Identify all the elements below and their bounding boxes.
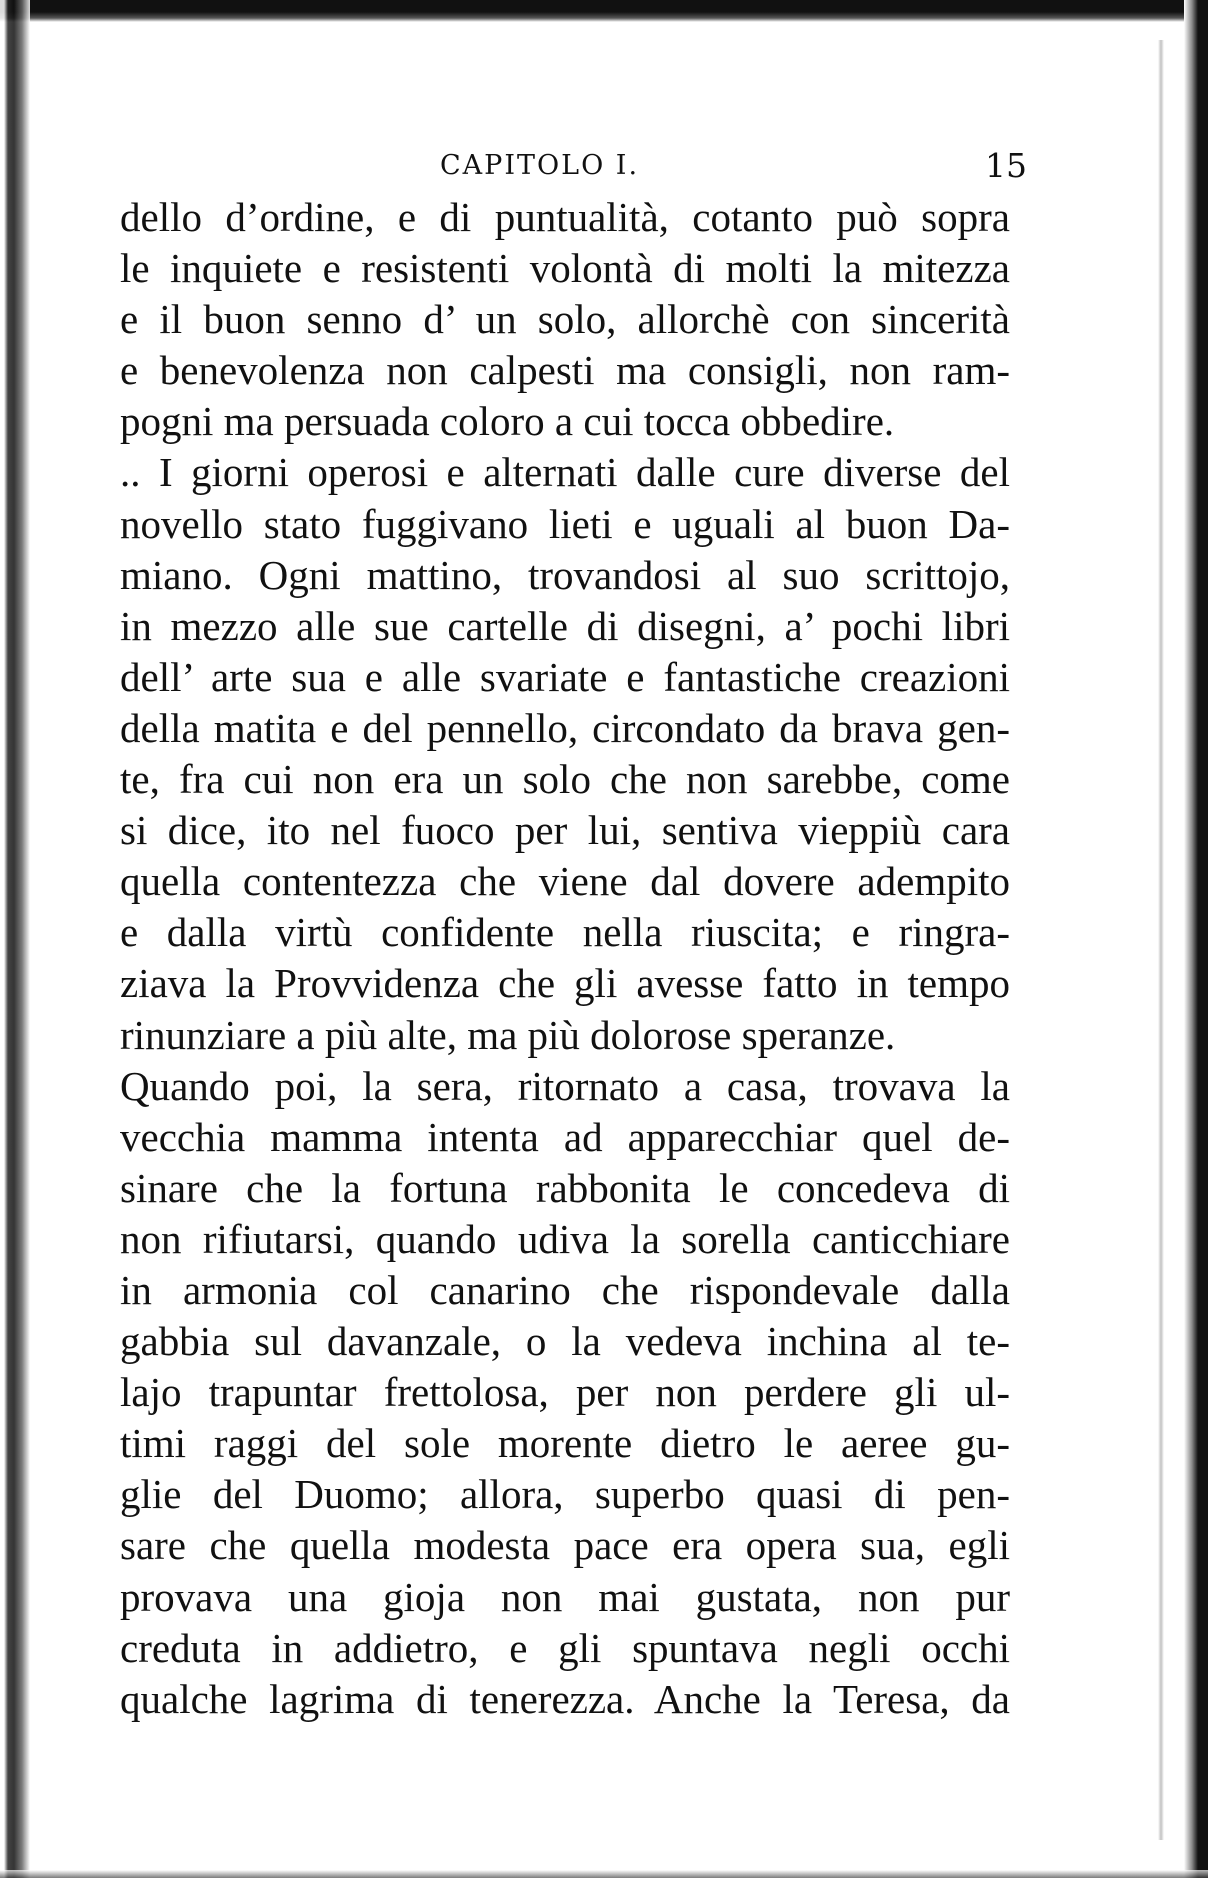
text-line: Quando poi, la sera, ritornato a casa, trovava la bbox=[120, 1062, 1010, 1109]
running-head: CAPITOLO I. bbox=[440, 150, 640, 181]
text-line: ziava la Provvidenza che gli avesse fatto in tempo bbox=[120, 960, 1010, 1007]
text-line: provava una gioja non mai gustata, non pur bbox=[120, 1573, 1010, 1620]
text-line: in armonia col canarino che rispondevale dalla bbox=[120, 1266, 1010, 1313]
text-line: le inquiete e resistenti volontà di molti la mitezza bbox=[120, 245, 1010, 292]
text-line: della matita e del pennello, circondato da brava gen- bbox=[120, 704, 1010, 751]
text-line: vecchia mamma intenta ad apparecchiar quel de- bbox=[120, 1113, 1010, 1160]
text-line: pogni ma persuada coloro a cui tocca obbedire. bbox=[120, 398, 895, 445]
text-line: miano. Ogni mattino, trovandosi al suo scrittojo, bbox=[120, 551, 1010, 598]
text-line: timi raggi del sole morente dietro le aeree gu- bbox=[120, 1420, 1010, 1467]
text-line: dello d’ordine, e di puntualità, cotanto può sopra bbox=[120, 194, 1010, 240]
page-number: 15 bbox=[985, 146, 1027, 185]
text-line: quella contentezza che viene dal dovere adempito bbox=[120, 858, 1010, 905]
text-line: creduta in addietro, e gli spuntava negli occhi bbox=[120, 1624, 1010, 1671]
scan-border-top bbox=[0, 0, 1208, 22]
scan-border-left bbox=[0, 0, 30, 1878]
text-line: dell’ arte sua e alle svariate e fantastiche creazioni bbox=[120, 653, 1010, 700]
text-line: in mezzo alle sue cartelle di disegni, a’ pochi libri bbox=[120, 602, 1010, 649]
text-line: .. I giorni operosi e alternati dalle cure diverse del bbox=[120, 449, 1010, 496]
text-line: e il buon senno d’ un solo, allorchè con sincerità bbox=[120, 296, 1010, 343]
body-text bbox=[120, 192, 1010, 1725]
text-line: te, fra cui non era un solo che non sarebbe, come bbox=[120, 756, 1010, 803]
text-line: novello stato fuggivano lieti e uguali al buon Da- bbox=[120, 500, 1010, 547]
text-line: non rifiutarsi, quando udiva la sorella canticchiare bbox=[120, 1215, 1010, 1262]
scan-border-right bbox=[1184, 0, 1208, 1878]
text-line: rinunziare a più alte, ma più dolorose speranze. bbox=[120, 1011, 896, 1058]
text-line: gabbia sul davanzale, o la vedeva inchina al te- bbox=[120, 1318, 1010, 1365]
text-line: lajo trapuntar frettolosa, per non perdere gli ul- bbox=[120, 1369, 1010, 1416]
text-line: qualche lagrima di tenerezza. Anche la Teresa, da bbox=[120, 1675, 1010, 1722]
text-line: e dalla virtù confidente nella riuscita; e ringra- bbox=[120, 909, 1010, 956]
text-line: sare che quella modesta pace era opera sua, egli bbox=[120, 1522, 1010, 1569]
page-edge-shadow bbox=[1158, 40, 1164, 1840]
text-line: glie del Duomo; allora, superbo quasi di pen- bbox=[120, 1471, 1010, 1518]
text-line: si dice, ito nel fuoco per lui, sentiva vieppiù cara bbox=[120, 807, 1010, 854]
text-line: sinare che la fortuna rabbonita le concedeva di bbox=[120, 1164, 1010, 1211]
scan-border-bottom bbox=[0, 1870, 1208, 1878]
text-line: e benevolenza non calpesti ma consigli, non ram- bbox=[120, 347, 1010, 394]
page-header bbox=[0, 146, 1208, 190]
